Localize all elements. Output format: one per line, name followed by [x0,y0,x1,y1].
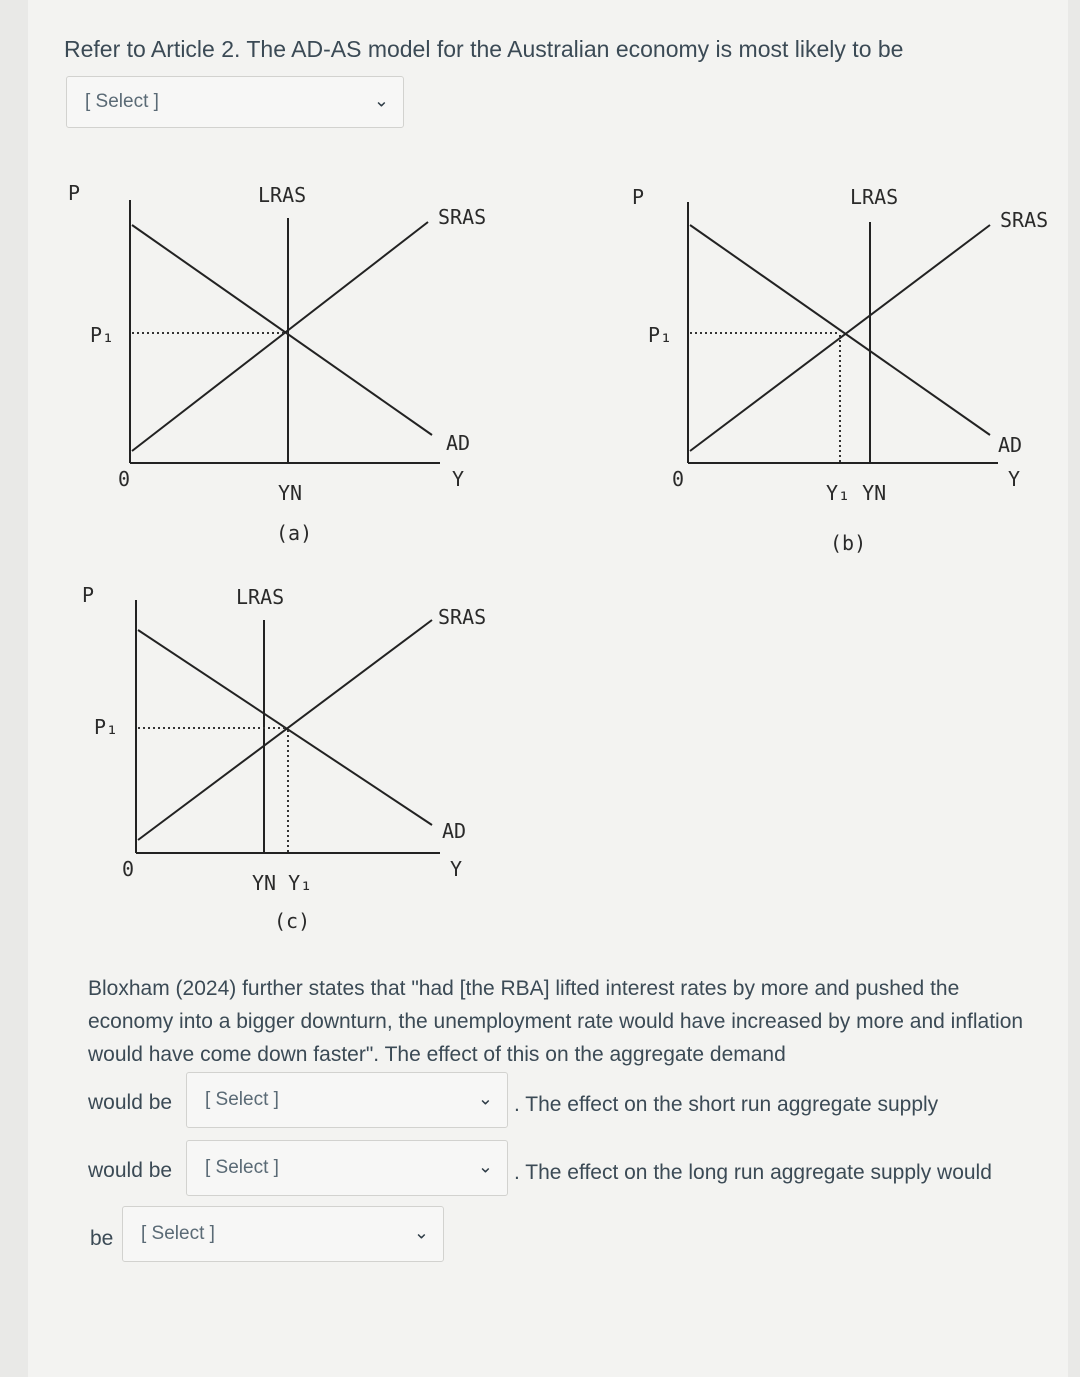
ad-label: AD [442,819,467,843]
would-be-label-1: would be [88,1091,173,1114]
ad-effect-select[interactable] [186,1072,508,1128]
origin-label: 0 [672,467,685,491]
x-tick-labels: YN Y₁ [252,871,313,895]
origin-label: 0 [122,857,135,881]
chevron-down-icon: ⌄ [477,1156,493,1177]
sras-line [138,620,432,840]
sras-question-text: . The effect on the short run aggregate supply [514,1093,939,1116]
x-tick-labels: YN [278,481,303,505]
y-axis-label: Y [452,467,465,491]
question1-select[interactable] [66,76,404,128]
lras-question-text: . The effect on the long run aggregate supply would [514,1161,992,1184]
sras-effect-select[interactable] [186,1140,508,1196]
origin-label: 0 [118,467,131,491]
graph-c [60,570,520,950]
would-be-label-2: would be [88,1159,173,1182]
p-label: P [632,185,645,209]
question2-paragraph: Bloxham (2024) further states that "had [the RBA] lifted interest rates by more and pushed the economy into a bigger downturn, the unemployment rate would have increased by more and inflation would have come down faster". The effect of this on the aggregate demand [88,977,1024,1066]
select-value: [ Select ] [141,1223,215,1244]
y-axis-label: Y [450,857,463,881]
chevron-down-icon: ⌄ [413,1222,429,1243]
graph-caption: (a) [276,521,313,545]
lras-label: LRAS [258,183,307,207]
ad-label: AD [998,433,1023,457]
sras-line [690,225,990,451]
sras-label: SRAS [1000,208,1049,232]
be-label-3: be [90,1227,114,1250]
lras-label: LRAS [850,185,899,209]
graph-caption: (b) [830,531,867,555]
select-value: [ Select ] [85,91,159,112]
lras-label: LRAS [236,585,285,609]
graph-a [60,170,520,560]
p1-label: P₁ [648,323,673,347]
ad-label: AD [446,431,471,455]
y-axis-label: Y [1008,467,1021,491]
ad-line [132,225,432,435]
x-tick-labels: Y₁ YN [826,481,887,505]
sras-label: SRAS [438,205,487,229]
ad-line [690,225,990,435]
p-label: P [68,181,81,205]
graph-caption: (c) [274,909,311,933]
select-value: [ Select ] [205,1157,279,1178]
p1-label: P₁ [90,323,115,347]
lras-effect-select[interactable] [122,1206,444,1262]
question-text: Refer to Article 2. The AD-AS model for the Australian economy is most likely to be [64,36,904,62]
p1-label: P₁ [94,715,119,739]
sras-label: SRAS [438,605,487,629]
chevron-down-icon: ⌄ [373,90,389,111]
graph-b [618,170,1078,560]
p-label: P [82,583,95,607]
chevron-down-icon: ⌄ [477,1088,493,1109]
select-value: [ Select ] [205,1089,279,1110]
